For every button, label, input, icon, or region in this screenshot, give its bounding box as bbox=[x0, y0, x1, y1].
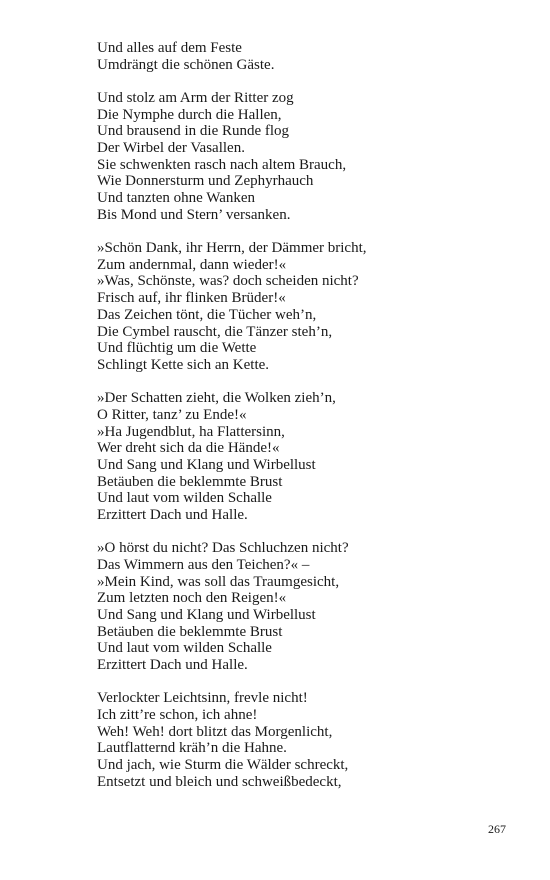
poem-line: Lautflatternd kräh’n die Hahne. bbox=[97, 740, 287, 757]
poem-line: Frisch auf, ihr flinken Brüder!« bbox=[97, 290, 286, 307]
poem-line: Zum andernmal, dann wieder!« bbox=[97, 256, 287, 273]
poem-line: Bis Mond und Stern’ versanken. bbox=[97, 206, 291, 223]
page-number: 267 bbox=[488, 822, 506, 836]
poem-line: Und tanzten ohne Wanken bbox=[97, 190, 256, 207]
poem-line: Wer dreht sich da die Hände!« bbox=[97, 440, 280, 457]
poem-line: Und flüchtig um die Wette bbox=[97, 340, 257, 357]
poem-line: »Der Schatten zieht, die Wolken zieh’n, bbox=[97, 390, 336, 407]
poem-line: Und laut vom wilden Schalle bbox=[97, 490, 272, 507]
poem-line: Die Cymbel rauscht, die Tänzer steh’n, bbox=[97, 323, 333, 340]
poem-line: Zum letzten noch den Reigen!« bbox=[97, 590, 287, 607]
poem-line: Und brausend in die Runde flog bbox=[97, 123, 290, 140]
poem-line: Verlockter Leichtsinn, frevle nicht! bbox=[97, 690, 308, 707]
poem-line: Die Nymphe durch die Hallen, bbox=[97, 106, 282, 123]
poem-line: »Schön Dank, ihr Herrn, der Dämmer bricht, bbox=[97, 240, 367, 257]
poem-line: O Ritter, tanz’ zu Ende!« bbox=[97, 406, 247, 423]
poem-line: Wie Donnersturm und Zephyrhauch bbox=[97, 173, 314, 190]
poem-line: Entsetzt und bleich und schweißbedeckt, bbox=[97, 773, 342, 790]
poem-body bbox=[97, 40, 517, 807]
stanza-1 bbox=[97, 40, 517, 73]
poem-line: »Mein Kind, was soll das Traumgesicht, bbox=[97, 573, 340, 590]
poem-line: Und stolz am Arm der Ritter zog bbox=[97, 89, 294, 106]
poem-line: »Was, Schönste, was? doch scheiden nicht? bbox=[97, 273, 359, 290]
poem-line: Und alles auf dem Feste bbox=[97, 40, 242, 56]
poem-line: Erzittert Dach und Halle. bbox=[97, 506, 248, 523]
poem-line: Umdrängt die schönen Gäste. bbox=[97, 56, 275, 73]
poem-line: Erzittert Dach und Halle. bbox=[97, 657, 248, 674]
poem-line: Das Wimmern aus den Teichen?« – bbox=[97, 556, 310, 573]
poem-line: Und Sang und Klang und Wirbellust bbox=[97, 607, 316, 623]
stanza-4 bbox=[97, 390, 517, 524]
poem-line: Das Zeichen tönt, die Tücher weh’n, bbox=[97, 306, 317, 323]
poem-line: Und jach, wie Sturm die Wälder schreckt, bbox=[97, 757, 349, 774]
poem-line: Schlingt Kette sich an Kette. bbox=[97, 356, 270, 373]
stanza-3 bbox=[97, 240, 517, 374]
stanza-2 bbox=[97, 90, 517, 224]
poem-line: Und laut vom wilden Schalle bbox=[97, 640, 272, 657]
poem-line: Und Sang und Klang und Wirbellust bbox=[97, 456, 316, 473]
poem-line: Weh! Weh! dort blitzt das Morgenlicht, bbox=[97, 723, 333, 740]
stanza-6 bbox=[97, 690, 517, 790]
poem-line: Sie schwenkten rasch nach altem Brauch, bbox=[97, 156, 347, 173]
poem-line: »Ha Jugendblut, ha Flattersinn, bbox=[97, 423, 285, 440]
poem-line: »O hörst du nicht? Das Schluchzen nicht? bbox=[97, 540, 349, 557]
poem-line: Betäuben die beklemmte Brust bbox=[97, 473, 283, 490]
poem-line: Der Wirbel der Vasallen. bbox=[97, 140, 245, 157]
poem-line: Betäuben die beklemmte Brust bbox=[97, 623, 283, 640]
poem-line: Ich zitt’re schon, ich ahne! bbox=[97, 707, 258, 724]
stanza-5 bbox=[97, 540, 517, 674]
